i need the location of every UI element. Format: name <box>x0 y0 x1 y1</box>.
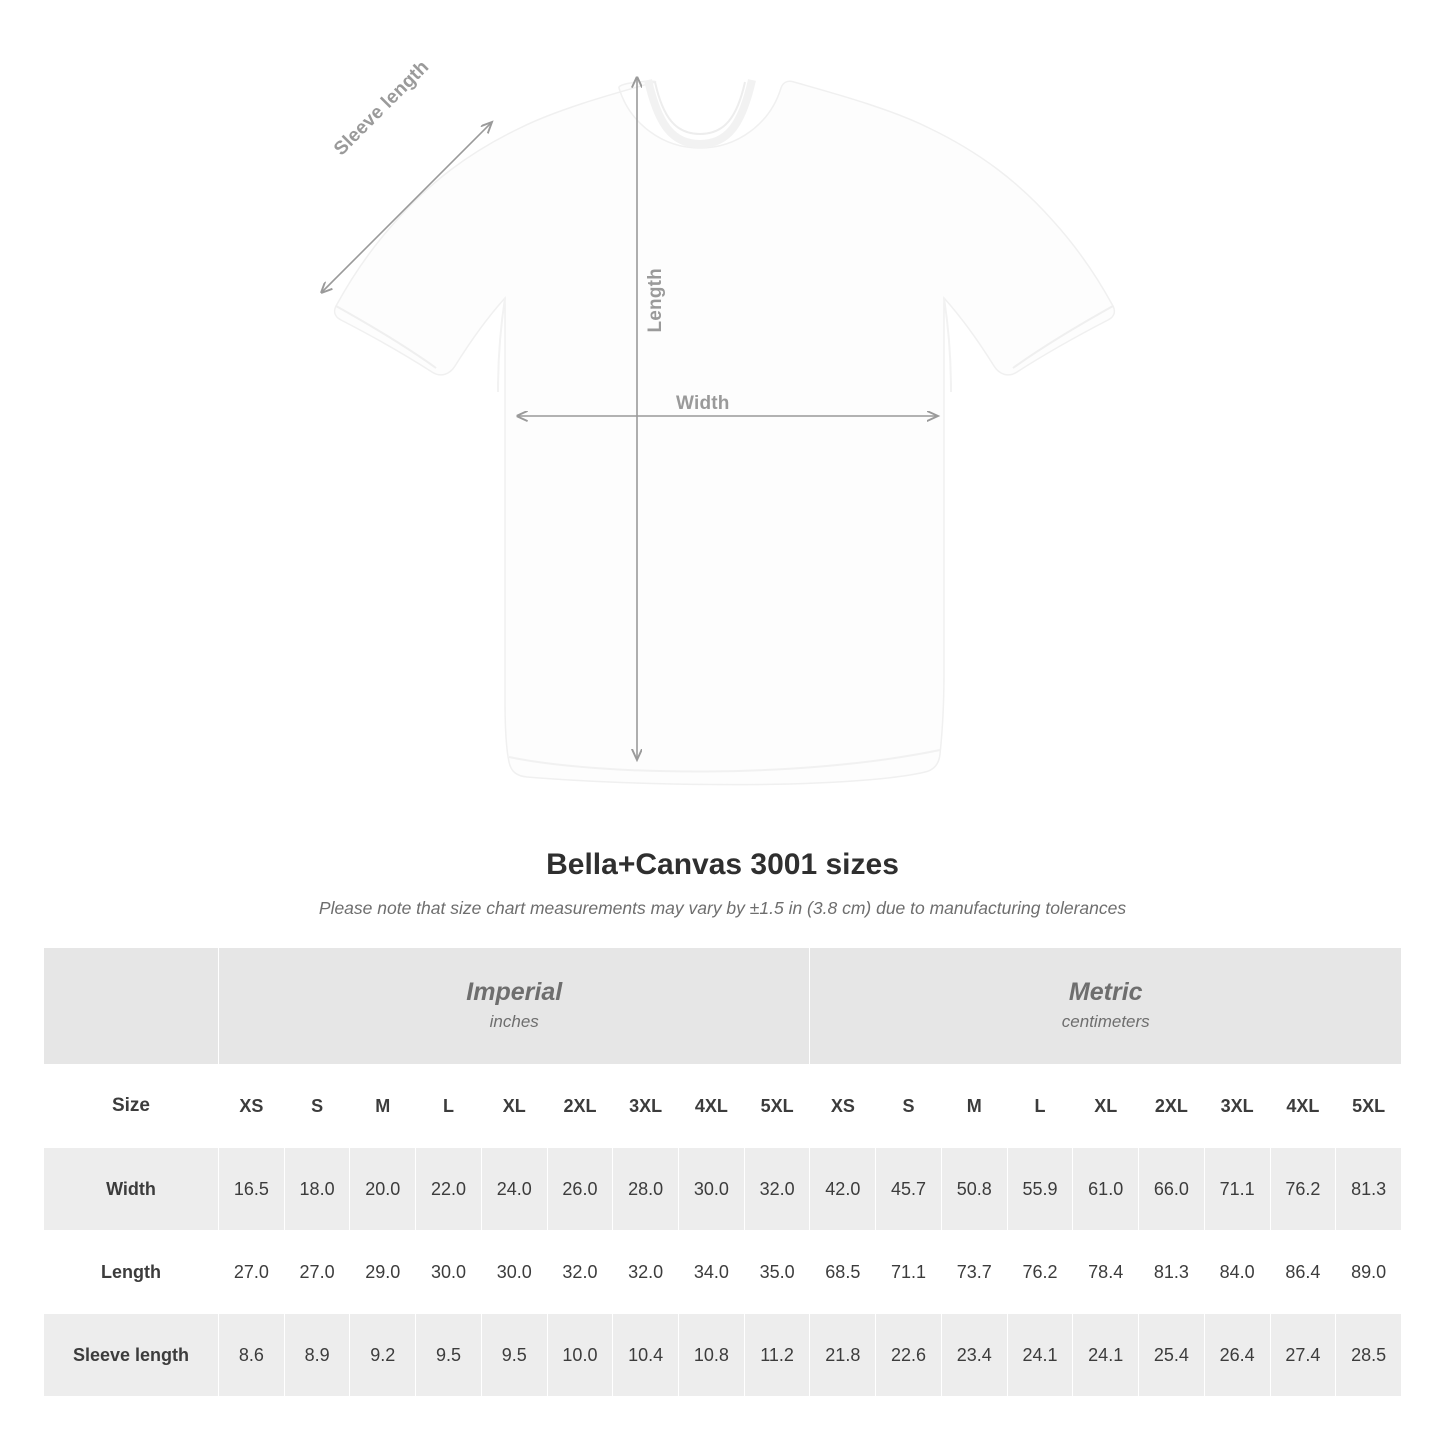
row-label-width: Width <box>44 1148 219 1231</box>
size-header-cell: 2XL <box>547 1065 613 1148</box>
cell-sleeve-length: 11.2 <box>744 1314 810 1397</box>
cell-sleeve-length: 9.5 <box>416 1314 482 1397</box>
size-header-cell: S <box>876 1065 942 1148</box>
size-header-cell: 3XL <box>613 1065 679 1148</box>
unit-header-spacer <box>44 948 219 1065</box>
cell-length: 29.0 <box>350 1231 416 1314</box>
cell-sleeve-length: 8.9 <box>284 1314 350 1397</box>
cell-length: 34.0 <box>679 1231 745 1314</box>
cell-sleeve-length: 26.4 <box>1204 1314 1270 1397</box>
cell-width: 50.8 <box>941 1148 1007 1231</box>
cell-length: 32.0 <box>613 1231 679 1314</box>
unit-header-row <box>44 948 1402 1065</box>
cell-sleeve-length: 22.6 <box>876 1314 942 1397</box>
size-header-cell: XS <box>810 1065 876 1148</box>
cell-length: 30.0 <box>416 1231 482 1314</box>
title-block <box>0 848 1445 919</box>
cell-width: 16.5 <box>219 1148 285 1231</box>
cell-sleeve-length: 27.4 <box>1270 1314 1336 1397</box>
cell-width: 20.0 <box>350 1148 416 1231</box>
size-header-cell: 4XL <box>1270 1065 1336 1148</box>
size-header-cell: XL <box>1073 1065 1139 1148</box>
page-title: Bella+Canvas 3001 sizes <box>546 848 899 881</box>
cell-length: 73.7 <box>941 1231 1007 1314</box>
cell-length: 35.0 <box>744 1231 810 1314</box>
cell-length: 68.5 <box>810 1231 876 1314</box>
cell-width: 32.0 <box>744 1148 810 1231</box>
cell-width: 81.3 <box>1336 1148 1402 1231</box>
cell-sleeve-length: 9.5 <box>481 1314 547 1397</box>
unit-metric-sub: centimeters <box>1061 1012 1150 1032</box>
row-label-length: Length <box>44 1231 219 1314</box>
unit-group-imperial <box>219 948 810 1065</box>
size-header-cell: M <box>941 1065 1007 1148</box>
size-header-cell: 2XL <box>1139 1065 1205 1148</box>
cell-sleeve-length: 24.1 <box>1073 1314 1139 1397</box>
cell-width: 42.0 <box>810 1148 876 1231</box>
cell-width: 76.2 <box>1270 1148 1336 1231</box>
cell-sleeve-length: 8.6 <box>219 1314 285 1397</box>
cell-sleeve-length: 9.2 <box>350 1314 416 1397</box>
cell-sleeve-length: 10.0 <box>547 1314 613 1397</box>
sleeve-length-label: Sleeve length <box>330 56 434 160</box>
cell-length: 32.0 <box>547 1231 613 1314</box>
cell-sleeve-length: 10.8 <box>679 1314 745 1397</box>
cell-length: 30.0 <box>481 1231 547 1314</box>
cell-sleeve-length: 25.4 <box>1139 1314 1205 1397</box>
cell-sleeve-length: 24.1 <box>1007 1314 1073 1397</box>
unit-metric-name: Metric <box>1068 977 1143 1006</box>
cell-length: 81.3 <box>1139 1231 1205 1314</box>
cell-length: 89.0 <box>1336 1231 1402 1314</box>
tolerance-note: Please note that size chart measurements may vary by ±1.5 in (3.8 cm) due to manufacturing tolerances <box>318 898 1127 918</box>
cell-length: 84.0 <box>1204 1231 1270 1314</box>
size-header-cell: 5XL <box>744 1065 810 1148</box>
size-table <box>43 947 1402 1397</box>
cell-width: 22.0 <box>416 1148 482 1231</box>
cell-width: 30.0 <box>679 1148 745 1231</box>
size-header-cell: S <box>284 1065 350 1148</box>
cell-length: 76.2 <box>1007 1231 1073 1314</box>
cell-length: 27.0 <box>219 1231 285 1314</box>
size-header-cell: M <box>350 1065 416 1148</box>
unit-imperial-name: Imperial <box>466 977 563 1006</box>
cell-sleeve-length: 23.4 <box>941 1314 1007 1397</box>
size-header-cell: L <box>1007 1065 1073 1148</box>
cell-sleeve-length: 10.4 <box>613 1314 679 1397</box>
cell-sleeve-length: 28.5 <box>1336 1314 1402 1397</box>
size-row-header: Size <box>44 1065 219 1148</box>
table-row <box>44 1314 1402 1397</box>
width-label: Width <box>676 393 730 414</box>
size-header-cell: 5XL <box>1336 1065 1402 1148</box>
cell-length: 78.4 <box>1073 1231 1139 1314</box>
size-header-cell: XS <box>219 1065 285 1148</box>
cell-length: 86.4 <box>1270 1231 1336 1314</box>
cell-width: 66.0 <box>1139 1148 1205 1231</box>
size-header-row <box>44 1065 1402 1148</box>
table-row <box>44 1231 1402 1314</box>
cell-width: 26.0 <box>547 1148 613 1231</box>
size-header-cell: 3XL <box>1204 1065 1270 1148</box>
table-row <box>44 1148 1402 1231</box>
cell-sleeve-length: 21.8 <box>810 1314 876 1397</box>
cell-width: 28.0 <box>613 1148 679 1231</box>
row-label-sleeve-length: Sleeve length <box>44 1314 219 1397</box>
length-label: Length <box>645 268 666 333</box>
unit-group-metric <box>810 948 1402 1065</box>
tshirt-shape <box>335 80 1115 785</box>
cell-width: 18.0 <box>284 1148 350 1231</box>
cell-width: 45.7 <box>876 1148 942 1231</box>
size-header-cell: L <box>416 1065 482 1148</box>
size-header-cell: XL <box>481 1065 547 1148</box>
cell-width: 71.1 <box>1204 1148 1270 1231</box>
size-table-wrapper <box>43 947 1402 1397</box>
cell-length: 71.1 <box>876 1231 942 1314</box>
cell-width: 61.0 <box>1073 1148 1139 1231</box>
unit-imperial-sub: inches <box>489 1012 539 1032</box>
cell-length: 27.0 <box>284 1231 350 1314</box>
cell-width: 55.9 <box>1007 1148 1073 1231</box>
cell-width: 24.0 <box>481 1148 547 1231</box>
size-header-cell: 4XL <box>679 1065 745 1148</box>
